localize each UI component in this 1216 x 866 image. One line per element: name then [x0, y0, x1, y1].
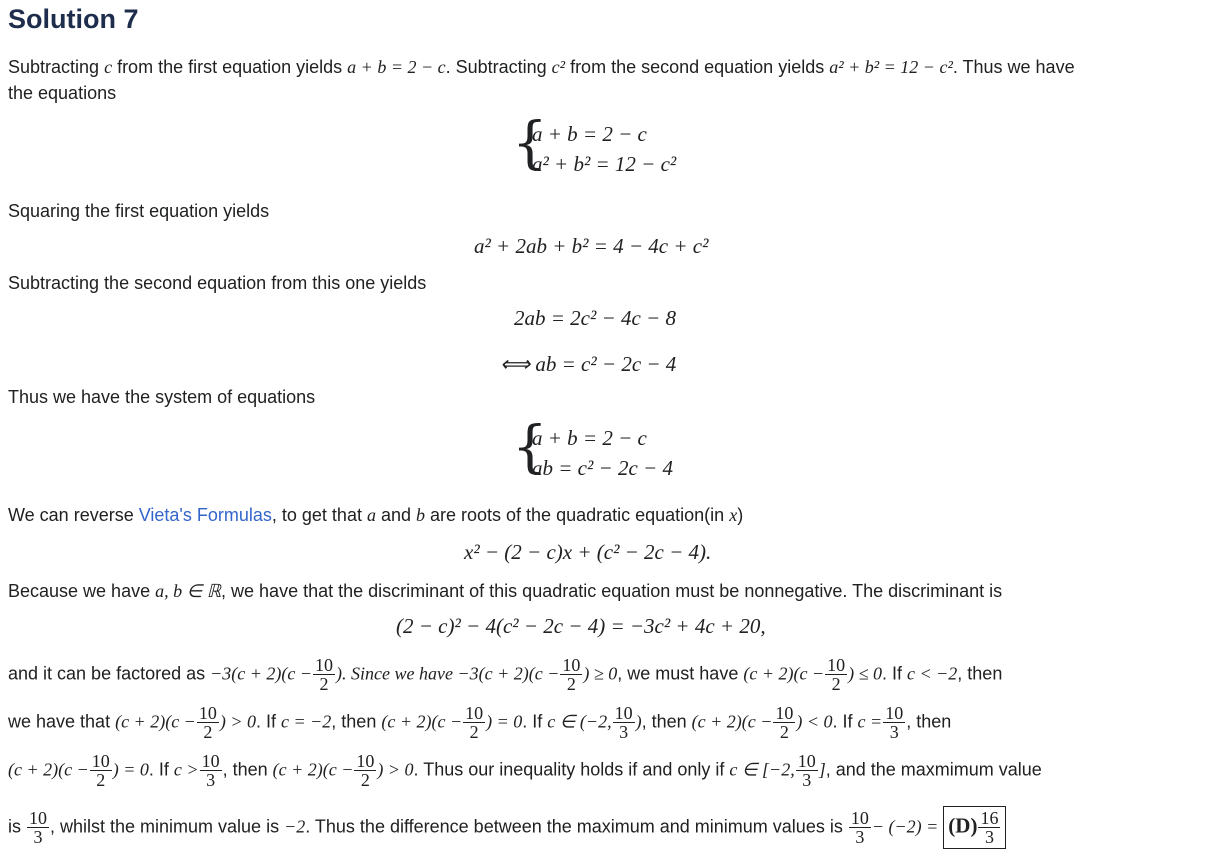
denominator: 3	[619, 722, 629, 742]
text: We can reverse	[8, 505, 139, 525]
numerator: 10	[827, 655, 846, 675]
math: a + b = 2 − c	[347, 57, 446, 77]
fraction	[197, 704, 219, 741]
numerator: 10	[201, 751, 220, 771]
math: c²	[551, 57, 566, 77]
fraction	[883, 704, 905, 741]
math: ) < 0	[796, 711, 833, 732]
denominator: 2	[469, 722, 479, 742]
text: from the second equation yields	[565, 57, 830, 77]
fraction	[27, 809, 49, 846]
page-title: Solution 7	[8, 4, 139, 34]
denominator: 3	[889, 722, 899, 742]
fraction	[463, 704, 485, 741]
equation-discriminant: (2 − c)² − 4(c² − 2c − 4) = −3c² + 4c + 20,	[396, 614, 766, 638]
text: . Thus the difference between the maximum and minimum values is	[305, 816, 848, 837]
text: , then	[906, 711, 952, 732]
paragraph-7-line3	[8, 752, 1042, 789]
fraction	[313, 656, 335, 693]
paragraph-1-line2: the equations	[8, 83, 117, 103]
math: ) = 0	[486, 711, 523, 732]
math: c =	[857, 711, 883, 732]
math: −3(c + 2)(c −	[457, 663, 560, 684]
math: ) ≤ 0	[848, 663, 882, 684]
paragraph-7-line4	[8, 806, 1006, 849]
math: (c + 2)(c −	[381, 711, 463, 732]
numerator: 10	[198, 703, 217, 723]
numerator: 10	[614, 703, 633, 723]
equation-2ab: 2ab = 2c² − 4c − 8	[514, 306, 676, 330]
math: ) > 0	[219, 711, 256, 732]
math: c < −2	[907, 663, 958, 684]
math: c = −2	[281, 711, 332, 732]
fraction	[773, 704, 795, 741]
denominator: 2	[203, 722, 213, 742]
fraction	[825, 656, 847, 693]
denominator: 2	[319, 674, 329, 694]
numerator: 10	[91, 751, 110, 771]
vietas-formulas-link[interactable]: Vieta's Formulas	[138, 505, 272, 525]
math: ]	[818, 759, 826, 780]
text: and it can be factored as	[8, 663, 211, 684]
numerator: 10	[775, 703, 794, 723]
system-2-line1: a + b = 2 − c	[532, 426, 647, 450]
denominator: 2	[779, 722, 789, 742]
fraction	[560, 656, 582, 693]
boxed-answer	[943, 806, 1006, 849]
fraction	[354, 752, 376, 789]
text: . Thus our inequality holds if and only if	[413, 759, 730, 780]
math: )	[635, 711, 642, 732]
text: we have that	[8, 711, 116, 732]
text: . If	[148, 759, 174, 780]
text: Because we have	[8, 581, 156, 601]
text: and	[375, 505, 416, 525]
equation-squared: a² + 2ab + b² = 4 − 4c + c²	[474, 234, 709, 258]
fraction	[796, 752, 818, 789]
denominator: 2	[831, 674, 841, 694]
numerator: 10	[885, 703, 904, 723]
math: b	[416, 505, 425, 525]
text: , then	[331, 711, 382, 732]
text: are roots of the quadratic equation(in	[425, 505, 730, 525]
math: a, b ∈ ℝ	[155, 581, 222, 601]
math: ) ≥ 0	[583, 663, 618, 684]
denominator: 3	[206, 770, 216, 790]
math: c	[104, 57, 113, 77]
fraction	[90, 752, 112, 789]
numerator: 10	[797, 751, 816, 771]
text: , to get that	[271, 505, 367, 525]
system-1-line2: a² + b² = 12 − c²	[532, 152, 677, 176]
equation-ab: ⟺ ab = c² − 2c − 4	[500, 352, 677, 376]
denominator: 2	[566, 674, 576, 694]
numerator: 10	[356, 751, 375, 771]
denominator: 3	[802, 770, 812, 790]
fraction	[849, 809, 871, 846]
math: − (−2) =	[871, 816, 939, 837]
math: −2	[284, 816, 306, 837]
text: . Subtracting	[445, 57, 552, 77]
math: (c + 2)(c −	[691, 711, 773, 732]
text: , whilst the minimum value is	[50, 816, 285, 837]
math: ) = 0	[112, 759, 149, 780]
text: )	[737, 505, 744, 525]
text: . If	[832, 711, 858, 732]
numerator: 10	[29, 808, 47, 828]
paragraph-1	[8, 54, 1075, 80]
brace: {	[512, 111, 548, 176]
numerator: 16	[980, 808, 999, 828]
math: −3(c + 2)(c −	[210, 663, 313, 684]
paragraph-4: Thus we have the system of equations	[8, 387, 316, 407]
paragraph-7-line2	[8, 704, 951, 741]
denominator: 2	[360, 770, 370, 790]
text: . If	[255, 711, 281, 732]
paragraph-7-line1	[8, 656, 1002, 693]
denominator: 3	[33, 827, 43, 847]
math: c ∈ (−2,	[547, 711, 612, 732]
equation-quadratic: x² − (2 − c)x + (c² − 2c − 4).	[464, 540, 712, 564]
math: (c + 2)(c −	[272, 759, 354, 780]
math: c ∈ [−2,	[729, 759, 795, 780]
denominator: 2	[96, 770, 106, 790]
math: (c + 2)(c −	[115, 711, 196, 732]
denominator: 3	[984, 827, 994, 847]
text: , then	[957, 663, 1003, 684]
paragraph-3: Subtracting the second equation from this one yields	[8, 273, 427, 293]
fraction	[978, 809, 1000, 846]
text: , then	[641, 711, 692, 732]
numerator: 10	[315, 655, 334, 675]
math: ). Since we have	[336, 663, 458, 684]
text: , we must have	[617, 663, 744, 684]
text: is	[8, 816, 26, 837]
paragraph-5	[8, 502, 743, 528]
fraction	[613, 704, 635, 741]
math: ) > 0	[377, 759, 414, 780]
numerator: 10	[465, 703, 484, 723]
denominator: 3	[855, 827, 865, 847]
numerator: 10	[562, 655, 581, 675]
text: . If	[522, 711, 548, 732]
math: c >	[173, 759, 199, 780]
math: (c + 2)(c −	[743, 663, 825, 684]
math: a² + b² = 12 − c²	[829, 57, 953, 77]
text: , then	[222, 759, 273, 780]
text: Subtracting	[8, 57, 105, 77]
numerator: 10	[850, 808, 869, 828]
answer-choice: (D)	[948, 813, 978, 838]
brace: {	[512, 415, 548, 480]
math: x	[729, 505, 738, 525]
paragraph-6	[8, 578, 1002, 604]
fraction	[200, 752, 222, 789]
text: . Thus we have	[952, 57, 1075, 77]
system-2-line2: ab = c² − 2c − 4	[532, 456, 673, 480]
system-1-line1: a + b = 2 − c	[532, 122, 647, 146]
text: . If	[881, 663, 907, 684]
math: a	[366, 505, 376, 525]
math: (c + 2)(c −	[8, 759, 89, 780]
paragraph-2: Squaring the first equation yields	[8, 201, 270, 221]
text: from the first equation yields	[112, 57, 348, 77]
text: , we have that the discriminant of this quadratic equation must be nonnegative. The discriminant is	[221, 581, 1003, 601]
text: , and the maxmimum value	[825, 759, 1042, 780]
